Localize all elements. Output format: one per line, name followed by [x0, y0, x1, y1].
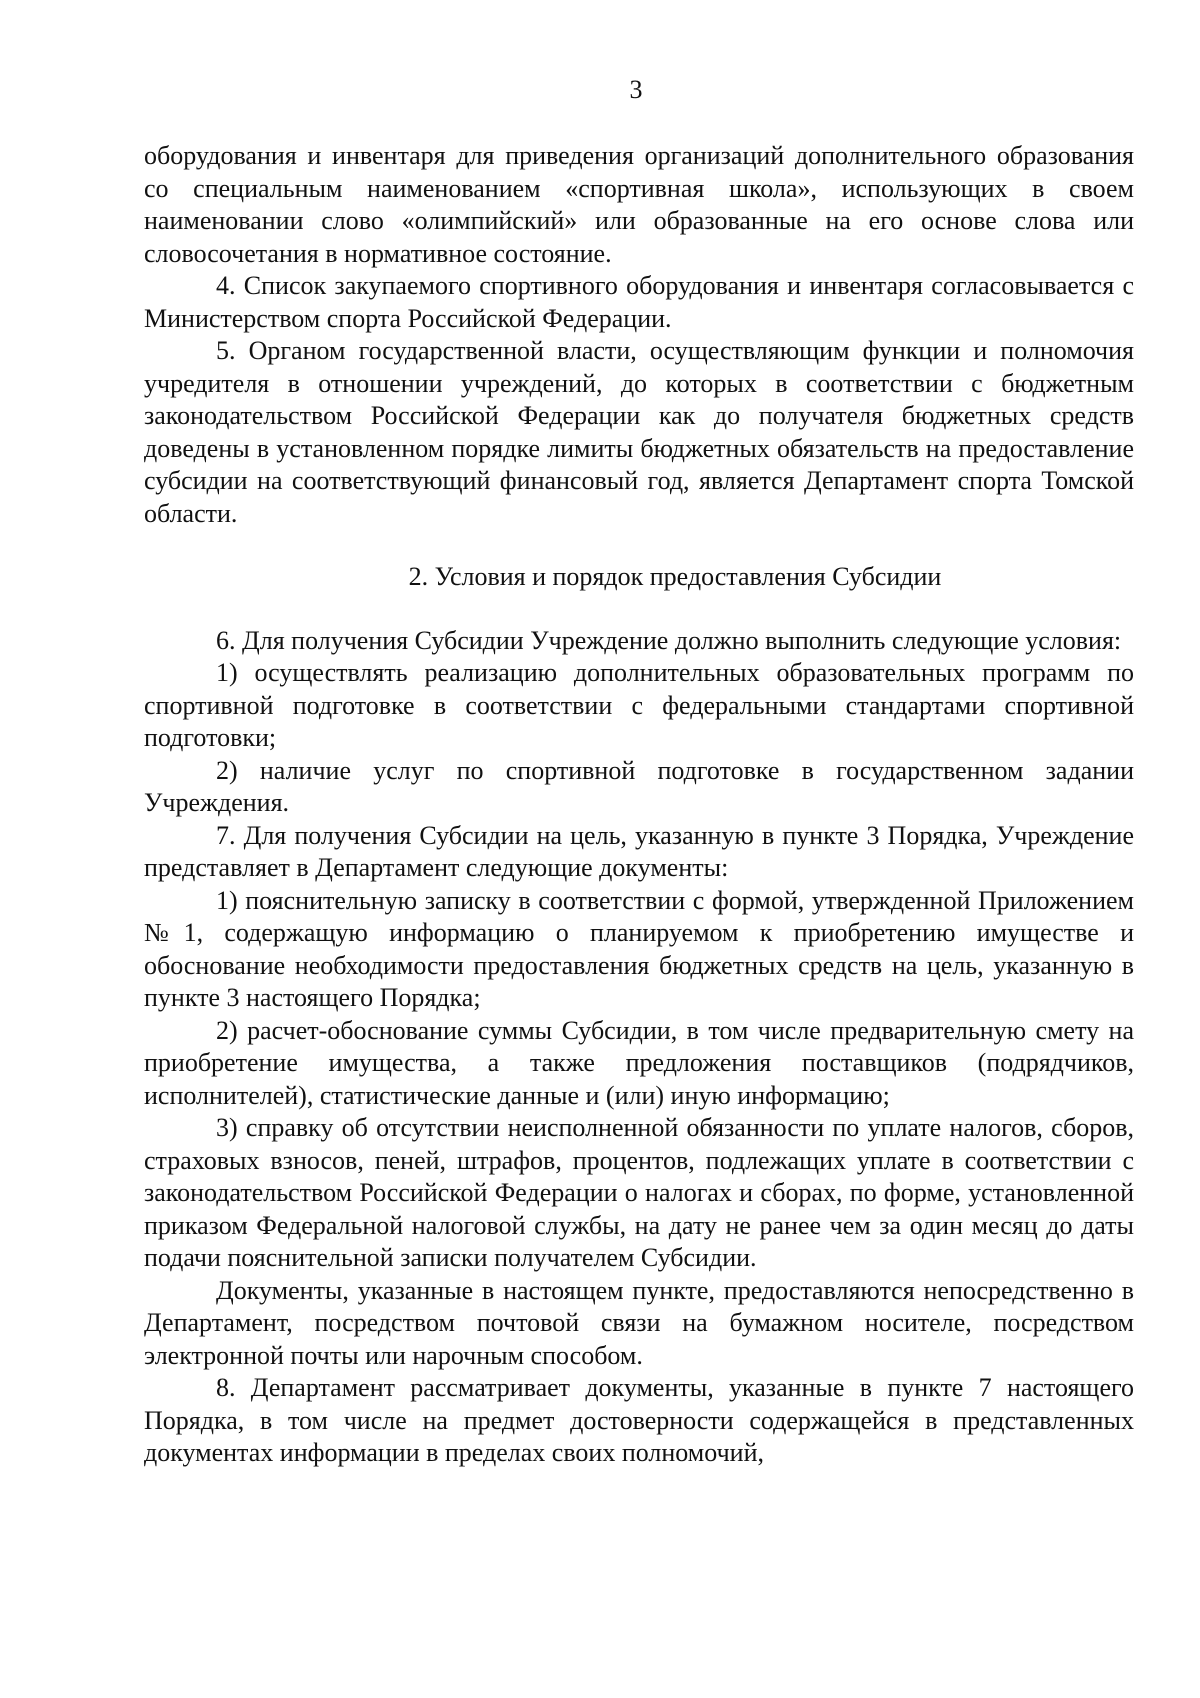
paragraph: оборудования и инвентаря для приведения организаций дополнительного образования со специальным наименованием «спортивная школа», использующих в своем наименовании слово «олимпийский» или образованные на его основе слова или словосочетания в нормативное состояние. — [144, 141, 1134, 268]
paragraph: 8. Департамент рассматривает документы, указанные в пункте 7 настоящего Порядка, в том числе на предмет достоверности содержащейся в представленных документах информации в пределах своих полномочий, — [144, 1373, 1134, 1467]
page-number: 3 — [629, 75, 643, 104]
paragraphs-before-heading — [144, 140, 1134, 530]
paragraph: 5. Органом государственной власти, осуществляющим функции и полномочия учредителя в отношении учреждений, до которых в соответствии с бюджетным законодательством Российской Федерации как до получателя бюджетных средств доведены в установленном порядке лимиты бюджетных обязательств на предоставление субсидии на соответствующий финансовый год, является Департамент спорта Томской области. — [144, 336, 1134, 528]
paragraph: 7. Для получения Субсидии на цель, указанную в пункте 3 Порядка, Учреждение представляет в Департамент следующие документы: — [144, 820, 1134, 882]
spacer — [144, 530, 1134, 561]
paragraph: 3) справку об отсутствии неисполненной обязанности по уплате налогов, сборов, страховых взносов, пеней, штрафов, процентов, подлежащих уплате в соответствии с законодательством Российской Федерации о налогах и сборах, по форме, установленной приказом Федеральной налоговой службы, на дату не ранее чем за один месяц до даты подачи пояснительной записки получателем Субсидии. — [144, 1113, 1134, 1272]
document-body — [144, 140, 1134, 1470]
paragraph: 1) осуществлять реализацию дополнительных образовательных программ по спортивной подготовке в соответствии с федеральными стандартами спортивной подготовки; — [144, 658, 1134, 752]
paragraph: 1) пояснительную записку в соответствии с формой, утвержденной Приложением №1, содержащую информацию о планируемом к приобретению имуществе и обоснование необходимости предоставления бюджетных средств на цель, указанную в пункте 3 настоящего Порядка; — [144, 885, 1134, 1012]
paragraph: 2) наличие услуг по спортивной подготовке в государственном задании Учреждения. — [144, 755, 1134, 817]
spacer — [144, 594, 1134, 625]
paragraph: 4. Список закупаемого спортивного оборудования и инвентаря согласовывается с Министерством спорта Российской Федерации. — [144, 271, 1134, 333]
paragraph: 6. Для получения Субсидии Учреждение должно выполнить следующие условия: — [216, 625, 1122, 655]
paragraph: Документы, указанные в настоящем пункте, предоставляются непосредственно в Департамент, посредством почтовой связи на бумажном носителе, посредством электронной почты или нарочным способом. — [144, 1275, 1134, 1370]
section-heading: 2. Условия и порядок предоставления Субсидии — [408, 562, 942, 591]
paragraphs-after-heading — [144, 625, 1134, 1470]
paragraph: 2) расчет-обоснование суммы Субсидии, в том числе предварительную смету на приобретение имущества, а также предложения поставщиков (подрядчиков, исполнителей), статистические данные и (или) иную информацию; — [144, 1015, 1134, 1110]
